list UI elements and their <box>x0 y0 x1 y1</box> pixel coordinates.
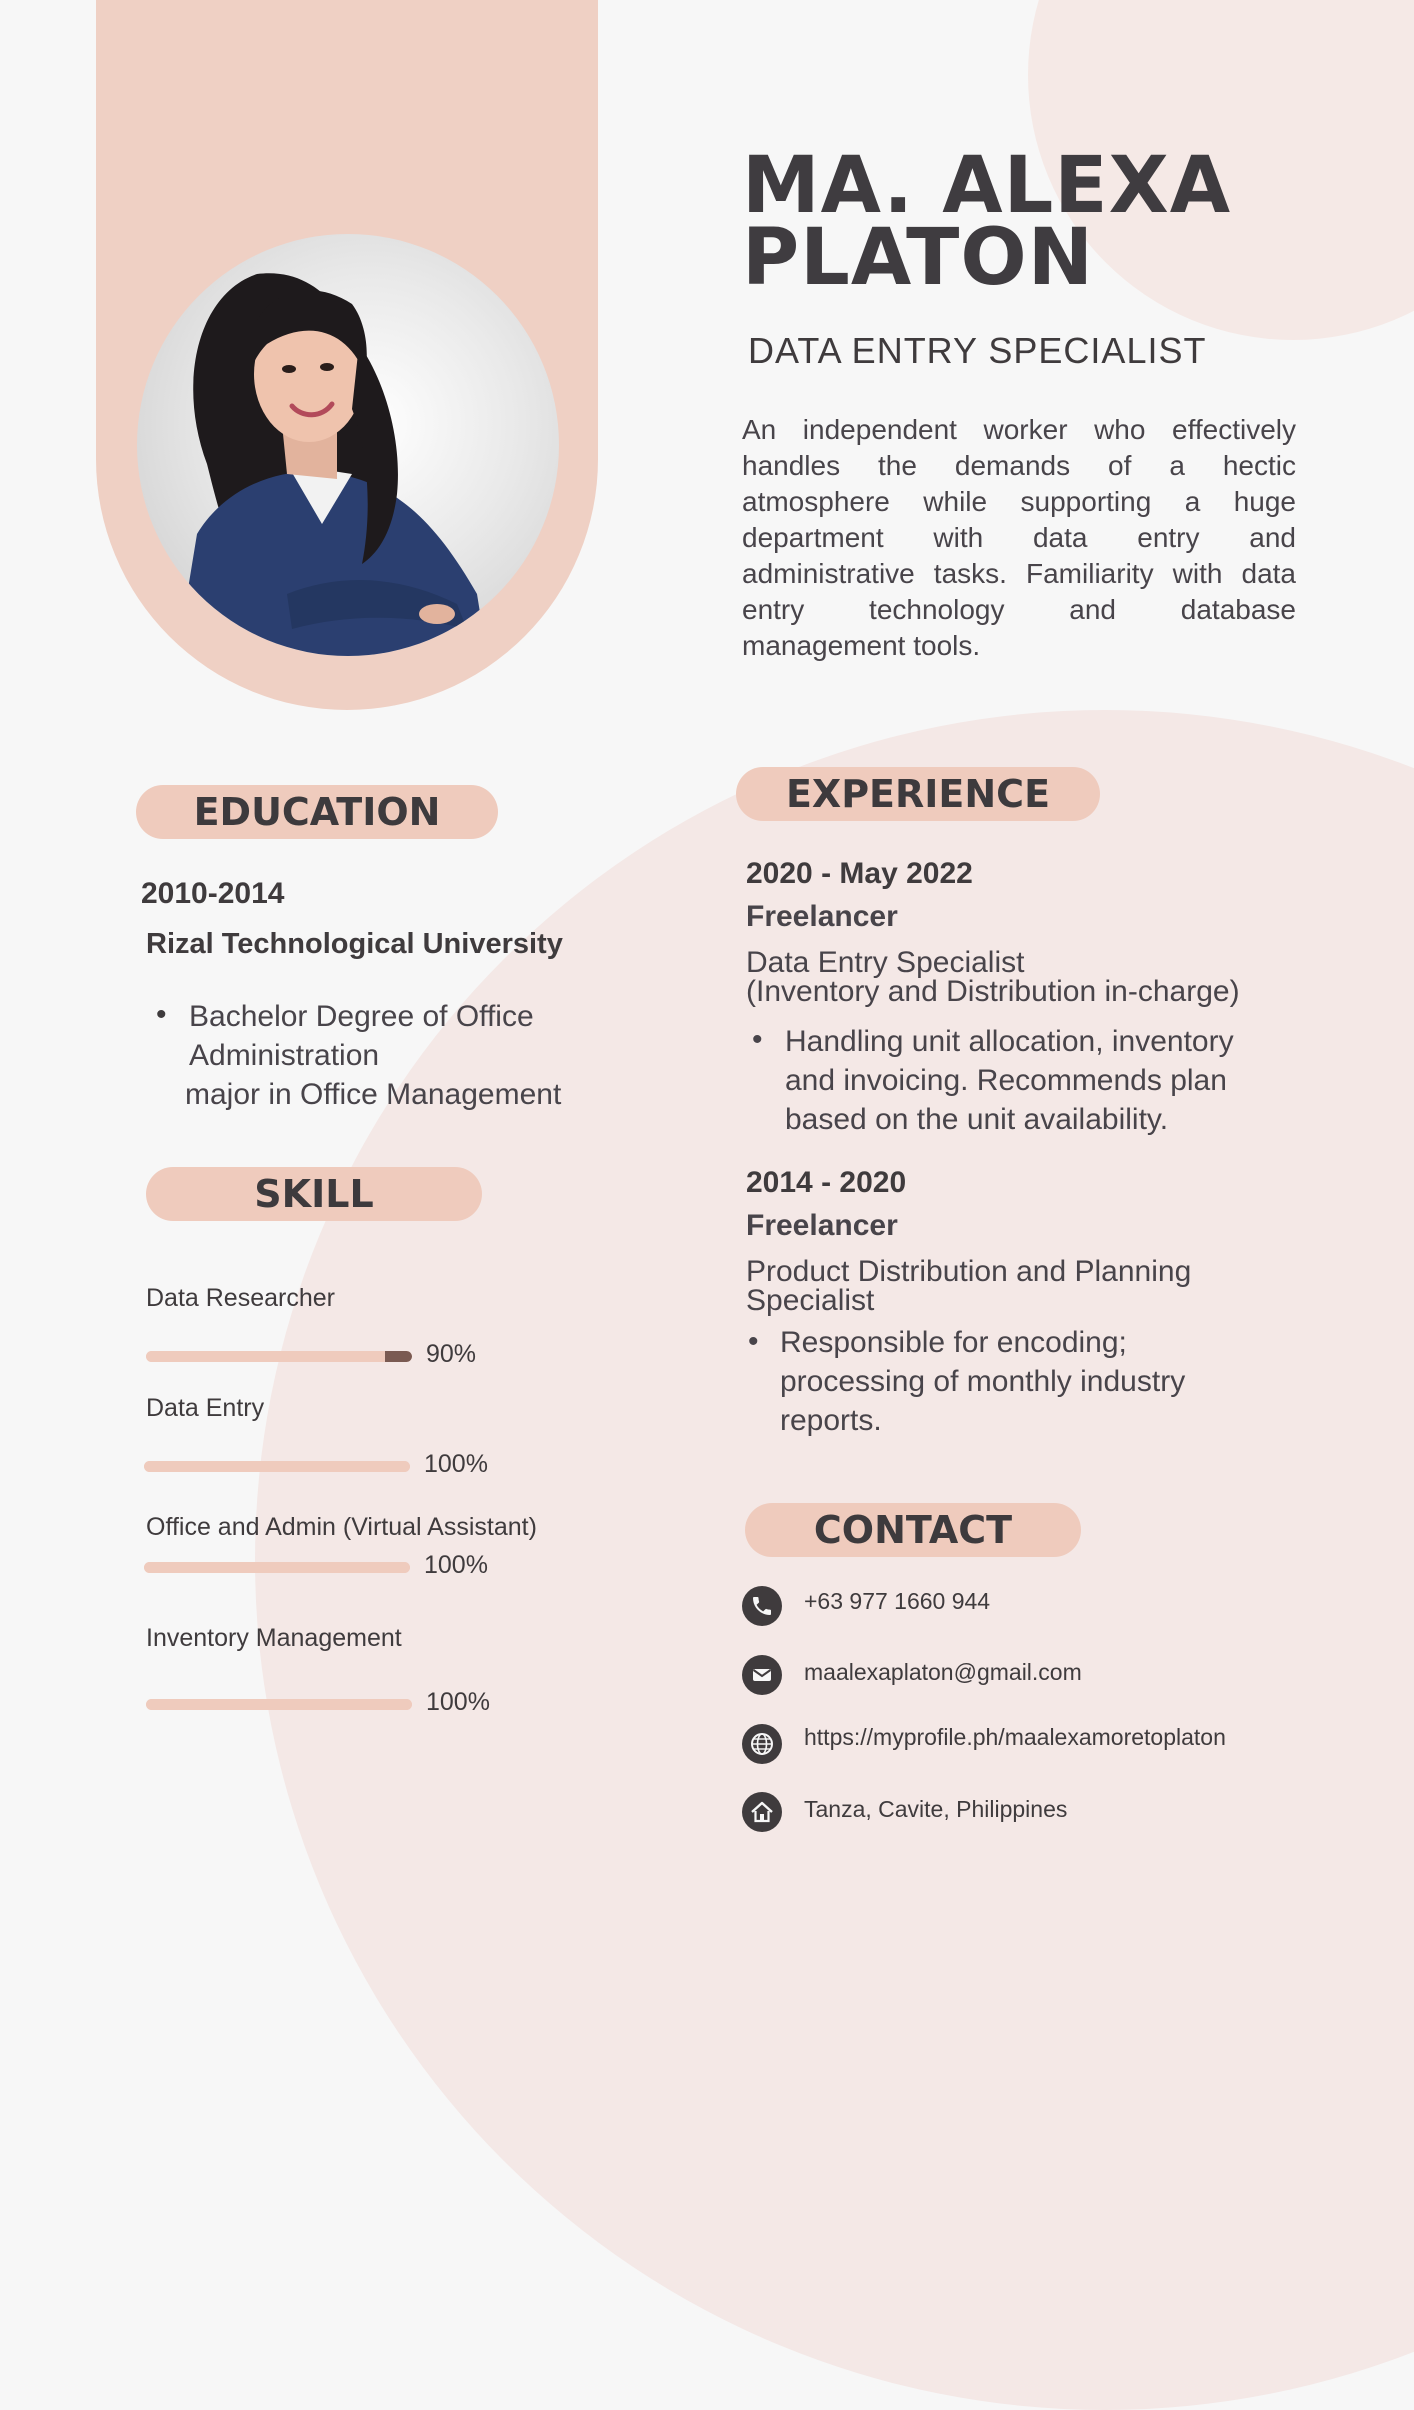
name-line-2: PLATON <box>742 213 1094 303</box>
skill-bar-fill <box>146 1699 412 1710</box>
job-2-desc-line-3: reports. <box>780 1404 882 1437</box>
job-1-company: Freelancer <box>746 900 898 933</box>
skill-label-inventory-management: Inventory Management <box>146 1624 402 1652</box>
skill-bar-data-entry <box>144 1461 410 1472</box>
contact-website[interactable]: https://myprofile.ph/maalexamoretoplaton <box>804 1724 1226 1750</box>
contact-heading: CONTACT <box>745 1503 1081 1557</box>
person-photo-icon <box>137 234 559 656</box>
education-heading: EDUCATION <box>136 785 498 839</box>
education-degree-line-3: major in Office Management <box>185 1078 562 1111</box>
job-1-period: 2020 - May 2022 <box>746 857 973 890</box>
job-2-role-line-1: Product Distribution and Planning <box>746 1255 1192 1288</box>
education-years: 2010-2014 <box>141 877 285 910</box>
skill-label-office-admin: Office and Admin (Virtual Assistant) <box>146 1513 537 1541</box>
skill-label-data-researcher: Data Researcher <box>146 1284 335 1312</box>
job-1-desc-line-3: based on the unit availability. <box>785 1103 1169 1136</box>
profile-summary: An independent worker who effectively handles the demands of a hectic atmosphere while supporting a huge department with data entry and administrative tasks. Familiarity with data entry technology and database management tools. <box>742 414 1296 661</box>
profile-photo <box>137 234 559 656</box>
education-degree-line-1: Bachelor Degree of Office <box>189 1000 534 1033</box>
job-2-period: 2014 - 2020 <box>746 1166 907 1199</box>
skill-bar-inventory-management <box>146 1699 412 1710</box>
job-1-desc-line-1: Handling unit allocation, inventory <box>785 1025 1234 1058</box>
job-title: DATA ENTRY SPECIALIST <box>748 330 1207 371</box>
skill-heading: SKILL <box>146 1167 482 1221</box>
job-1-role-line-2: (Inventory and Distribution in-charge) <box>746 975 1240 1008</box>
job-2-desc-line-2: processing of monthly industry <box>780 1365 1186 1398</box>
job-1-bullet: • <box>752 1023 763 1056</box>
skill-bar-fill <box>144 1461 410 1472</box>
job-2-company: Freelancer <box>746 1209 898 1242</box>
skill-percent-data-entry: 100% <box>424 1450 488 1478</box>
job-2-role-line-2: Specialist <box>746 1284 875 1317</box>
phone-icon <box>742 1586 782 1626</box>
education-school: Rizal Technological University <box>146 928 563 960</box>
mail-icon <box>742 1655 782 1695</box>
job-1-role-line-1: Data Entry Specialist <box>746 946 1025 979</box>
education-bullet: • <box>156 998 167 1031</box>
globe-icon <box>742 1724 782 1764</box>
skill-bar-fill <box>144 1562 410 1573</box>
job-2-bullet: • <box>748 1325 759 1358</box>
skill-bar-office-admin <box>144 1562 410 1573</box>
contact-phone[interactable]: +63 977 1660 944 <box>804 1588 991 1614</box>
job-2-desc-line-1: Responsible for encoding; <box>780 1326 1127 1359</box>
skill-percent-data-researcher: 90% <box>426 1340 477 1368</box>
skill-bar-remainder <box>385 1351 412 1362</box>
education-degree-line-2: Administration <box>189 1039 380 1072</box>
skill-bar-data-researcher <box>146 1351 412 1362</box>
person-name <box>742 141 1232 303</box>
contact-address: Tanza, Cavite, Philippines <box>804 1796 1068 1822</box>
contact-email[interactable]: maalexaplaton@gmail.com <box>804 1659 1082 1685</box>
home-icon <box>742 1792 782 1832</box>
skill-percent-office-admin: 100% <box>424 1551 488 1579</box>
skill-percent-inventory-management: 100% <box>426 1688 490 1716</box>
skill-bar-fill <box>146 1351 385 1362</box>
job-1-desc-line-2: and invoicing. Recommends plan <box>785 1064 1227 1097</box>
name-line-1: MA. ALEXA <box>742 141 1232 231</box>
skill-label-data-entry: Data Entry <box>146 1394 265 1422</box>
experience-heading: EXPERIENCE <box>736 767 1100 821</box>
